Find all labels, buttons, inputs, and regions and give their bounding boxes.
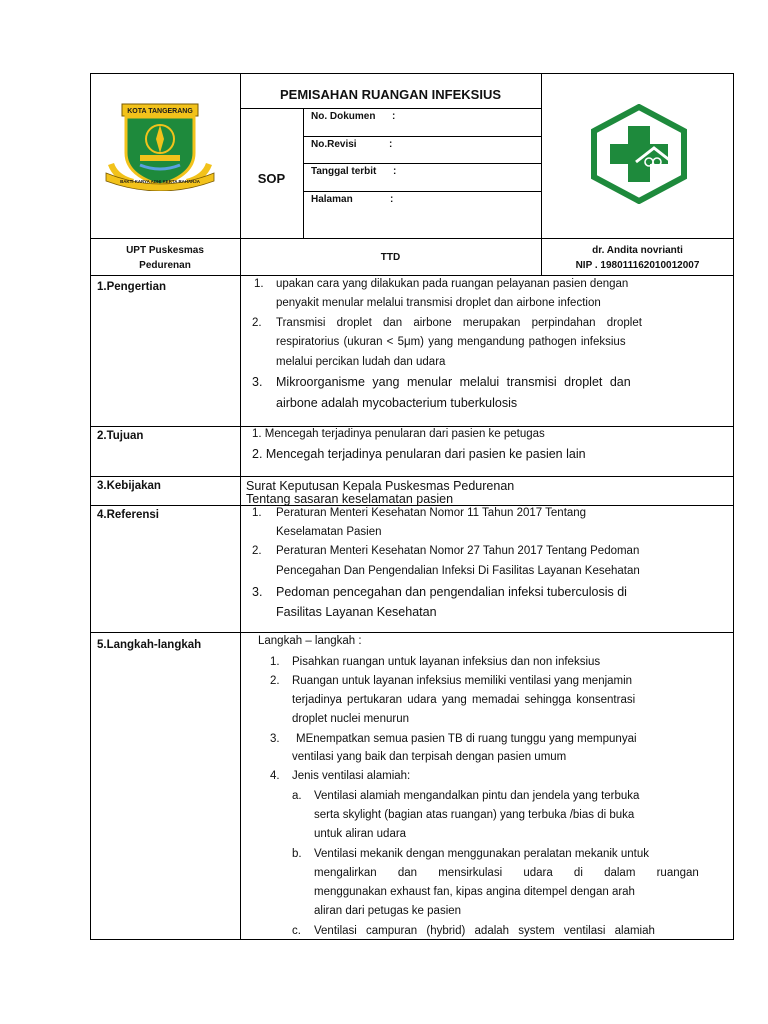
org-name-line1: UPT Puskesmas <box>126 245 204 256</box>
pengertian-bottom-line <box>90 426 734 427</box>
referensi-item-1-line-1: Peraturan Menteri Kesehatan Nomor 11 Tahun 2017 Tentang <box>276 507 587 519</box>
langkah-item-1-line-1: Pisahkan ruangan untuk layanan infeksius dan non infeksius <box>292 656 601 668</box>
kebijakan-line-2: Tentang sasaran keselamatan pasien <box>246 492 454 506</box>
field-label-tanggal-terbit: Tanggal terbit <box>311 166 377 177</box>
langkah-item-2-line-3: droplet nuclei menurun <box>292 713 409 725</box>
langkah-subitem-a-line-2: serta skylight (bagian atas ruangan) yang terbuka /bias di buka <box>314 809 635 821</box>
pengertian-item-1-line-1: upakan cara yang dilakukan pada ruangan pelayanan pasien dengan <box>276 278 629 290</box>
langkah-item-2-line-2: terjadinya pertukaran udara yang memadai sehingga konsentrasi <box>292 694 636 706</box>
tujuan-item-2: 2. Mencegah terjadinya penularan dari pasien ke pasien lain <box>252 447 586 461</box>
referensi-item-2-line-1: Peraturan Menteri Kesehatan Nomor 27 Tahun 2017 Tentang Pedoman <box>276 545 640 557</box>
langkah-item-1-number: 1. <box>270 656 280 668</box>
tujuan-bottom-line <box>90 476 734 477</box>
sop-label: SOP <box>257 171 286 186</box>
langkah-item-2-number: 2. <box>270 675 280 687</box>
section-label-tujuan: 2.Tujuan <box>97 430 144 442</box>
header-bottom-line <box>90 238 734 239</box>
pengertian-item-2-number: 2. <box>252 317 262 329</box>
field-line-3 <box>303 191 541 192</box>
referensi-item-2-number: 2. <box>252 545 262 557</box>
langkah-subitem-a-line-3: untuk aliran udara <box>314 828 407 840</box>
section-label-pengertian: 1.Pengertian <box>97 281 167 293</box>
langkah-item-3-line-2: ventilasi yang baik dan terpisah dengan pasien umum <box>292 751 567 763</box>
signer-name: dr. Andita novrianti <box>592 245 683 256</box>
pengertian-item-3-line-1: Mikroorganisme yang menular melalui transmisi droplet dan <box>276 375 631 389</box>
langkah-subitem-b-letter: b. <box>292 848 302 860</box>
sop-field-divider <box>303 108 304 238</box>
langkah-item-4-number: 4. <box>270 770 280 782</box>
referensi-item-3-line-1: Pedoman pencegahan dan pengendalian infeksi tuberculosis di <box>276 585 627 599</box>
pengertian-item-1-number: 1. <box>254 278 264 290</box>
field-sep-tanggal-terbit: : <box>393 166 397 177</box>
signer-nip: NIP . 198011162010012007 <box>575 260 700 271</box>
referensi-item-3-number: 3. <box>252 585 263 599</box>
tujuan-item-1: 1. Mencegah terjadinya penularan dari pasien ke petugas <box>252 428 545 440</box>
referensi-item-2-line-2: Pencegahan Dan Pengendalian Infeksi Di Fasilitas Layanan Kesehatan <box>276 565 640 577</box>
langkah-item-3-line-1: MEnempatkan semua pasien TB di ruang tunggu yang mempunyai <box>296 733 637 745</box>
field-label-halaman: Halaman <box>311 194 353 205</box>
langkah-item-4-line-1: Jenis ventilasi alamiah: <box>292 770 411 782</box>
field-label-no-dokumen: No. Dokumen <box>311 111 376 122</box>
signature-bottom-line <box>90 275 734 276</box>
pengertian-item-3-line-2: airbone adalah mycobacterium tuberkulosis <box>276 396 518 410</box>
referensi-item-3-line-2: Fasilitas Layanan Kesehatan <box>276 605 437 619</box>
langkah-subitem-c-letter: c. <box>292 925 301 937</box>
pengertian-item-3-number: 3. <box>252 375 263 389</box>
pengertian-item-2-line-2: respiratorius (ukuran < 5μm) yang mengandung pathogen infeksius <box>276 336 626 348</box>
puskesmas-logo <box>588 104 690 204</box>
title-bottom-line <box>240 108 541 109</box>
pengertian-item-1-line-2: penyakit menular melalui transmisi droplet dan airbone infection <box>276 297 601 309</box>
langkah-subitem-b-line-2: mengalirkan dan mensirkulasi udara di dalam ruangan <box>314 867 699 879</box>
langkah-subitem-c-line-1: Ventilasi campuran (hybrid) adalah system ventilasi alamiah <box>314 925 655 937</box>
column-divider-left <box>240 73 241 940</box>
langkah-intro: Langkah – langkah : <box>258 635 362 647</box>
section-label-langkah: 5.Langkah-langkah <box>97 639 202 651</box>
field-label-no-revisi: No.Revisi <box>311 139 357 150</box>
org-name-line2: Pedurenan <box>139 260 191 271</box>
kebijakan-line-1: Surat Keputusan Kepala Puskesmas Pedurenan <box>246 479 515 493</box>
logo-motto-text: BAKTI KARYA ADHI KERTA RAHARJA <box>120 179 200 184</box>
field-sep-halaman: : <box>390 194 394 205</box>
section-label-referensi: 4.Referensi <box>97 509 160 521</box>
referensi-item-1-number: 1. <box>252 507 262 519</box>
langkah-subitem-b-line-4: aliran dari petugas ke pasien <box>314 905 462 917</box>
kota-tangerang-logo <box>104 103 232 191</box>
langkah-subitem-b-line-1: Ventilasi mekanik dengan menggunakan peralatan mekanik untuk <box>314 848 649 860</box>
ttd-label: TTD <box>380 252 401 263</box>
langkah-item-3-number: 3. <box>270 733 280 745</box>
section-label-kebijakan: 3.Kebijakan <box>97 480 161 492</box>
langkah-subitem-a-letter: a. <box>292 790 302 802</box>
field-sep-no-dokumen: : <box>392 111 396 122</box>
referensi-bottom-line <box>90 632 734 633</box>
referensi-item-1-line-2: Keselamatan Pasien <box>276 526 382 538</box>
field-line-1 <box>303 136 541 137</box>
langkah-subitem-a-line-1: Ventilasi alamiah mengandalkan pintu dan jendela yang terbuka <box>314 790 640 802</box>
field-line-2 <box>303 163 541 164</box>
langkah-item-2-line-1: Ruangan untuk layanan infeksius memiliki ventilasi yang menjamin <box>292 675 633 687</box>
pengertian-item-2-line-1: Transmisi droplet dan airbone merupakan perpindahan droplet <box>276 317 642 329</box>
document-title: PEMISAHAN RUANGAN INFEKSIUS <box>279 87 501 102</box>
langkah-subitem-b-line-3: menggunakan exhaust fan, kipas angina ditempel dengan arah <box>314 886 635 898</box>
logo-title-text: KOTA TANGERANG <box>127 108 193 115</box>
pengertian-item-2-line-3: melalui percikan ludah dan udara <box>276 356 446 368</box>
field-sep-no-revisi: : <box>389 139 393 150</box>
